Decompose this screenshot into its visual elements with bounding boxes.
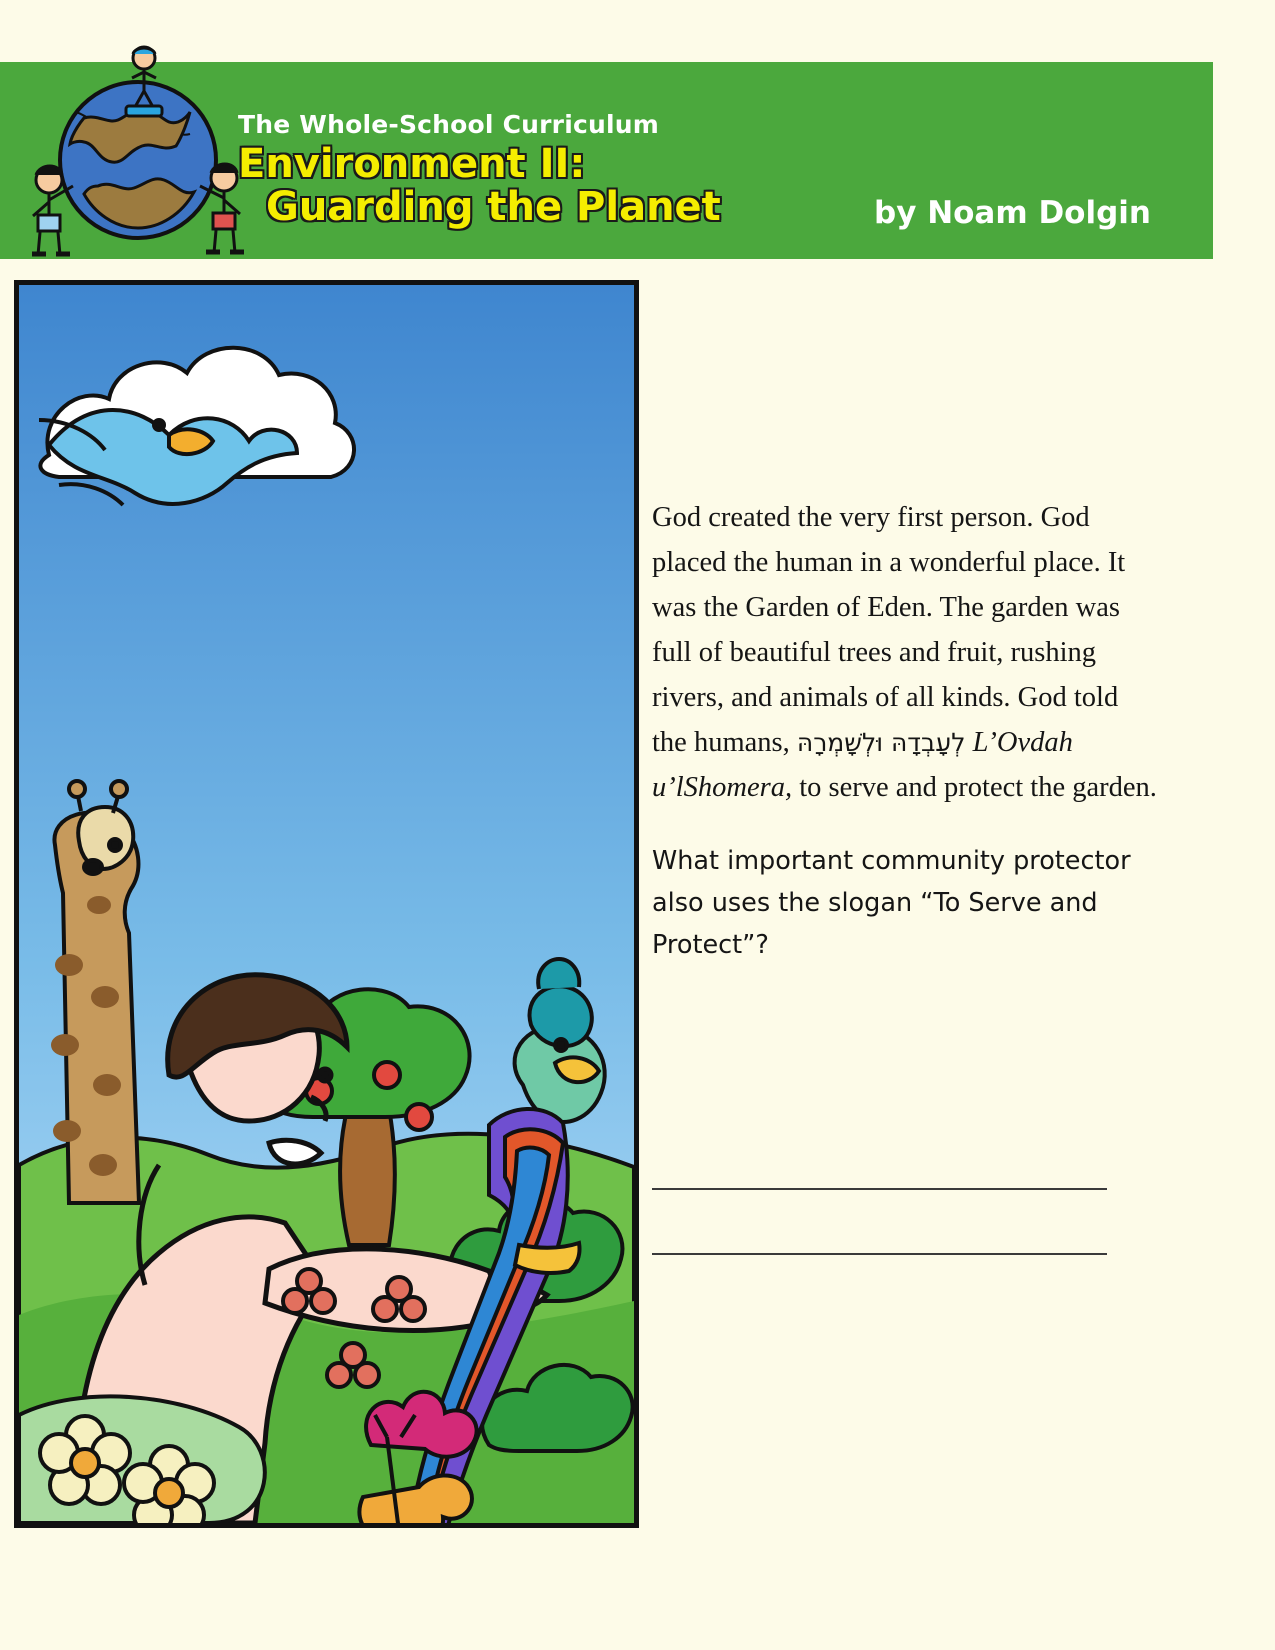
story-part-1: God created the very first person. God placed the human in a wonderful place. It was the Garden of Eden. The garden was full of beautiful trees and fruit, rushing rivers, and animals of all kinds. God told the humans, xyxy=(652,502,1126,758)
answer-lines xyxy=(652,1125,1107,1255)
story-paragraph xyxy=(652,495,1157,810)
article-text-column xyxy=(652,495,1157,966)
answer-line-1[interactable] xyxy=(652,1125,1107,1190)
garden-of-eden-illustration xyxy=(14,280,639,1528)
story-part-2: to serve and protect the garden. xyxy=(799,772,1157,803)
reflection-question: What important community protector also uses the slogan “To Serve and Protect”? xyxy=(652,846,1131,960)
curriculum-label: The Whole-School Curriculum xyxy=(238,110,660,139)
globe-kids-logo xyxy=(14,20,262,278)
author-byline: by Noam Dolgin xyxy=(874,195,1151,231)
page-title-line-2: Guarding the Planet xyxy=(266,183,721,230)
header-title-block xyxy=(238,110,858,229)
transliteration: L’Ovdah u’lShomera, xyxy=(652,727,1073,803)
page-title-line-1: Environment II: xyxy=(238,141,586,187)
answer-line-2[interactable] xyxy=(652,1190,1107,1255)
hebrew-phrase: לְעָבְדָהּ וּלְשָׁמְרָהּ xyxy=(796,728,966,757)
